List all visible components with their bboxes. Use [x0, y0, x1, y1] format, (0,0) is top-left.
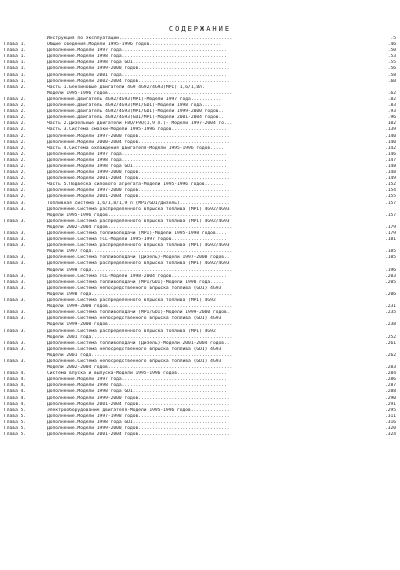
entry-title: Дополнение.Система распределенного впрыска топлива (MPI) 4G92/4G93	[47, 218, 230, 224]
entry-title: Модели 2001 года...................................................	[47, 334, 233, 340]
chapter-label: Глава 2.	[4, 103, 27, 109]
entry-title: Дополнение.Система распределенного впрыска топлива (MPI) 4G92	[47, 328, 216, 334]
entry-title: Дополнение.Система распределенного впрыска топлива (MPI) 4G92/4G93	[47, 243, 230, 249]
entry-title: Дополнение.Модели 2000-2004 годов.................................	[47, 139, 230, 145]
page-number: .283	[384, 365, 396, 371]
page-number: .149	[384, 176, 396, 182]
entry-title: Дополнение.Модели 1997-1998 годов.................................	[47, 413, 230, 419]
chapter-label: Глава 5.	[4, 407, 27, 413]
entry-title: Дополнение.Модели 1998 года GDI..................................	[47, 163, 227, 169]
entry-title: Часть 1.Бензиновые двигатели 4G9 4G92/4G93(MPI) 1,6/1,8л.	[47, 84, 205, 90]
entry-title: Дополнение.Модели 2001-2004 годов.................................	[47, 176, 230, 182]
page-number: .148	[384, 163, 396, 169]
page-number: .50	[387, 48, 396, 54]
page-number: .140	[384, 139, 396, 145]
chapter-label: Глава 3.	[4, 279, 27, 285]
chapter-label: Глава 1.	[4, 54, 27, 60]
entry-title: Дополнение.Модели 2001-2004 годов.................................	[47, 401, 230, 407]
entry-title: Дополнение.Система распределенного впрыска топлива (MPI) 4G92	[47, 298, 216, 304]
chapter-label: Глава 1.	[4, 48, 27, 54]
entry-title: Инструкция по эксплуатации.........................................	[47, 36, 233, 41]
entry-title: Дополнение.Модели 1999-2000 годов.................................	[47, 66, 230, 72]
chapter-label: Глава 4.	[4, 389, 27, 395]
entry-title: Дополнение.Система топливоподачи (MPI/GDI)-Модели 1998 года.....	[47, 279, 225, 285]
page-number: .311	[384, 413, 396, 419]
chapter-label: Глава 4.	[4, 401, 27, 407]
chapter-label: Глава 2.	[4, 170, 27, 176]
entry-title: Дополнение.Модели 2001 года......................................	[47, 72, 227, 78]
page-number: .157	[384, 200, 396, 206]
entry-title: Модели 1997 года...................................................	[47, 249, 233, 255]
entry-title: Дополнение.Система TCL-Модели 1995-1997 годов....................	[47, 237, 227, 243]
chapter-label: Глава 3.	[4, 316, 27, 322]
entry-title: Дополнение.Модели 1999-2000 годов.................................	[47, 170, 230, 176]
page-number: .284	[384, 371, 396, 377]
page-number: .147	[384, 157, 396, 163]
entry-title: Часть 4.Система охлаждения двигателя-Модели 1995-1996 годов.....	[47, 145, 225, 151]
entry-title: Дополнение.Модели 1999-2000 годов.................................	[47, 426, 230, 431]
chapter-label: Глава 5.	[4, 413, 27, 419]
chapter-label: Глава 2.	[4, 84, 27, 90]
chapter-label: Глава 3.	[4, 231, 27, 236]
entry-title: Дополнение.Модели 1998 года GDI..................................	[47, 419, 227, 425]
chapter-label: Глава 3.	[4, 273, 27, 279]
page-number: .179	[384, 231, 396, 236]
chapter-label: Глава 2.	[4, 188, 27, 194]
entry-title: Система впуска и выпуска-Модели 1995-1996 годов..................	[47, 371, 227, 377]
entry-title: Модели 1999-2000 годов.............................................	[47, 304, 233, 310]
page-number: .154	[384, 188, 396, 194]
entry-title: Дополнение.Система топливоподачи (Дизель)-Модели 2001-2004 годов..	[47, 340, 230, 346]
entry-title: Дополнение.Система непосредственного впрыска топлива (GDI) 4G93	[47, 346, 222, 352]
page-number: .82	[387, 96, 396, 102]
chapter-label: Глава 2.	[4, 133, 27, 139]
entry-title: Дополнение.Двигатель 4G92/4G93(GDI/MPI)-Модели 2001-2004 годов..	[47, 115, 225, 121]
entry-title: Дополнение.Модели 1997 года......................................	[47, 377, 227, 383]
page-number: .5	[390, 36, 396, 41]
entry-title: Дополнение.Система TCL-Модели 1998-2004 годов....................	[47, 273, 227, 279]
chapter-label: Глава 4.	[4, 377, 27, 383]
chapter-label: Глава 2.	[4, 176, 27, 182]
entry-title: Часть 2.Дизельные двигатели F8Q/F9Q(1,9 л.)- Модели 1997-2004 го...	[47, 121, 233, 127]
chapter-label: Глава 2.	[4, 115, 27, 121]
entry-title: Модели 2002-2004 годов.............................................	[47, 224, 233, 230]
entry-title: Дополнение.Система топливоподачи (MPI/GDI)-Модели 1999-2000 годов.	[47, 310, 230, 316]
chapter-label: Глава 2.	[4, 96, 27, 102]
chapter-label: Глава 3.	[4, 285, 27, 291]
table-of-contents	[4, 36, 396, 438]
chapter-label: Глава 5.	[4, 432, 27, 438]
entry-title: Дополнение.Модели 1997-2000 годов.................................	[47, 188, 230, 194]
page-number: .205	[384, 279, 396, 285]
page-number: .206	[384, 291, 396, 297]
chapter-label: Глава 2.	[4, 182, 27, 188]
chapter-label: Глава 3.	[4, 243, 27, 249]
entry-title: Модели 1999-2000 годов.............................................	[47, 322, 233, 328]
page-number: .96	[387, 115, 396, 121]
entry-title: Дополнение.Модели 2001-2004 годов.................................	[47, 432, 230, 438]
chapter-label: Глава 3.	[4, 206, 27, 212]
page-number: .262	[384, 352, 396, 358]
page-number: .93	[387, 109, 396, 115]
page-number: .139	[384, 127, 396, 133]
page-number: .142	[384, 145, 396, 151]
page-number: .238	[384, 322, 396, 328]
entry-title: Дополнение.Система топливоподачи (Дизель)-Модели 1997-2000 годов..	[47, 255, 230, 261]
page-number: .185	[384, 255, 396, 261]
chapter-label: Глава 3.	[4, 237, 27, 243]
chapter-label: Глава 4.	[4, 371, 27, 377]
page-number: .62	[387, 90, 396, 96]
entry-title: Общие сведения.Модели 1995-1996 годов..........................	[47, 42, 222, 48]
chapter-label: Глава 5.	[4, 426, 27, 431]
entry-title: Электрооборудование двигателя-Модели 1995-1996 годов..............	[47, 407, 230, 413]
entry-title: Дополнение.Система распределенного впрыска топлива (MPI) 4G92/4G93	[47, 206, 230, 212]
chapter-label: Глава 3.	[4, 200, 27, 206]
page-number: .203	[384, 273, 396, 279]
page-number: .290	[384, 395, 396, 401]
entry-title: Модели 1998 года...................................................	[47, 267, 233, 273]
page-number: .152	[384, 182, 396, 188]
chapter-label: Глава 3.	[4, 328, 27, 334]
chapter-label: Глава 4.	[4, 395, 27, 401]
entry-title: Модели 1995-1996 годов.............................................	[47, 212, 233, 218]
page-number: 102	[387, 121, 396, 127]
entry-title: Дополнение.Двигатель 4G92/4G93(MPI/GDI)-Модели 1998 года.......	[47, 103, 222, 109]
page-number: .46	[387, 42, 396, 48]
chapter-label: Глава 5.	[4, 419, 27, 425]
page-number: .231	[384, 304, 396, 310]
entry-title: Дополнение.Модели 1998 года......................................	[47, 383, 227, 389]
entry-title: Дополнение.Система топливоподачи (MPI)-Модели 1995-1998 годов....	[47, 231, 227, 236]
chapter-label: Глава 2.	[4, 194, 27, 200]
page-number: .83	[387, 103, 396, 109]
chapter-label: Глава 4.	[4, 383, 27, 389]
page-title: СОДЕРЖАНИЕ	[168, 25, 232, 33]
entry-title: Дополнение.Система непосредственного впрыска топлива (GDI) 4G93	[47, 285, 222, 291]
chapter-label: Глава 1.	[4, 72, 27, 78]
chapter-label: Глава 1.	[4, 42, 27, 48]
chapter-label: Глава 2.	[4, 139, 27, 145]
chapter-label: Глава 1.	[4, 60, 27, 66]
entry-title: Дополнение.Модели 1999-2000 годов.................................	[47, 395, 230, 401]
chapter-label: Глава 3.	[4, 255, 27, 261]
chapter-label: Глава 2.	[4, 157, 27, 163]
entry-title: Модели 2002-2004 годов.............................................	[47, 365, 233, 371]
entry-title: Дополнение.Модели 1997-2000 годов.................................	[47, 133, 230, 139]
page-number: .235	[384, 310, 396, 316]
page-number: .295	[384, 407, 396, 413]
chapter-label: Глава 3.	[4, 310, 27, 316]
page-number: .60	[387, 78, 396, 84]
toc-entry	[4, 432, 396, 438]
entry-title: Топливная система 1,6/1,8/1,9 л (MPI/GDI/Дизель)..................	[47, 200, 230, 206]
entry-title: Дополнение.Модели 1998 года GDI..................................	[47, 389, 227, 395]
page-number: .287	[384, 383, 396, 389]
entry-title: Модели 2001 года...................................................	[47, 352, 233, 358]
entry-title: Дополнение.Модели 1998 года GDI..................................	[47, 60, 227, 66]
page-number: .286	[384, 377, 396, 383]
chapter-label: Глава 2.	[4, 109, 27, 115]
page-number: .288	[384, 389, 396, 395]
entry-title: Дополнение.Модели 1998 года......................................	[47, 54, 227, 60]
page-number: .55	[387, 60, 396, 66]
page-number: .146	[384, 151, 396, 157]
chapter-label: Глава 1.	[4, 66, 27, 72]
chapter-label: Глава 2.	[4, 163, 27, 169]
chapter-label: Глава 3.	[4, 298, 27, 304]
chapter-label: Глава 3.	[4, 340, 27, 346]
chapter-label: Глава 2.	[4, 121, 27, 127]
chapter-label: Глава 2.	[4, 151, 27, 157]
chapter-label: Глава 3.	[4, 358, 27, 364]
page-number: .155	[384, 194, 396, 200]
entry-title: Дополнение.Модели 1998 года......................................	[47, 157, 227, 163]
entry-title: Модели 1995-1996 годов.............................................	[47, 90, 233, 96]
entry-title: Дополнение.Двигатель 4G92/4G93(MPI)-Модели 1997 года...........	[47, 96, 222, 102]
entry-title: Дополнение.Система распределенного впрыска топлива (MPI) 4G92/4G93	[47, 261, 230, 267]
entry-title: Дополнение.Модели 2002-2004 годов.................................	[47, 78, 230, 84]
entry-title: Часть 3.Система смазки-Модели 1995-1996 годов....................	[47, 127, 227, 133]
entry-title: Дополнение.Система непосредственного впрыска топлива (GDI) 4G93	[47, 316, 222, 322]
entry-title: Дополнение.Модели 1997 года......................................	[47, 151, 227, 157]
page-number: .252	[384, 334, 396, 340]
entry-title: Дополнение.Модели 1997 года......................................	[47, 48, 227, 54]
page-number: .58	[387, 72, 396, 78]
entry-title: Часть 5.Подвеска силового агрегата-Модели 1995-1996 годов.......	[47, 182, 225, 188]
page-number: .316	[384, 419, 396, 425]
page-number: .56	[387, 66, 396, 72]
entry-title: Дополнение.Система непосредственного впрыска топлива (GDI) 4G93	[47, 358, 222, 364]
page-number: .181	[384, 237, 396, 243]
page-number: .324	[384, 432, 396, 438]
page-number: .320	[384, 426, 396, 431]
chapter-label: Глава 3.	[4, 261, 27, 267]
page-number: .157	[384, 212, 396, 218]
chapter-label: Глава 2.	[4, 127, 27, 133]
page-number: .148	[384, 170, 396, 176]
page-number: .179	[384, 224, 396, 230]
page-number: .140	[384, 133, 396, 139]
chapter-label: Глава 1.	[4, 78, 27, 84]
page-number: .185	[384, 249, 396, 255]
page-number: .291	[384, 401, 396, 407]
entry-title: Дополнение.Двигатель 4G92/4G93(MPI/GDI)-Модели 1999-2000 годов..	[47, 109, 225, 115]
chapter-label: Глава 3.	[4, 346, 27, 352]
chapter-label: Глава 3.	[4, 218, 27, 224]
chapter-label: Глава 2.	[4, 145, 27, 151]
entry-title: Модели 1998 года...................................................	[47, 291, 233, 297]
page-number: .53	[387, 54, 396, 60]
page-number: .261	[384, 340, 396, 346]
page-number: .196	[384, 267, 396, 273]
entry-title: Дополнение.Модели 2001-2004 годов.................................	[47, 194, 230, 200]
